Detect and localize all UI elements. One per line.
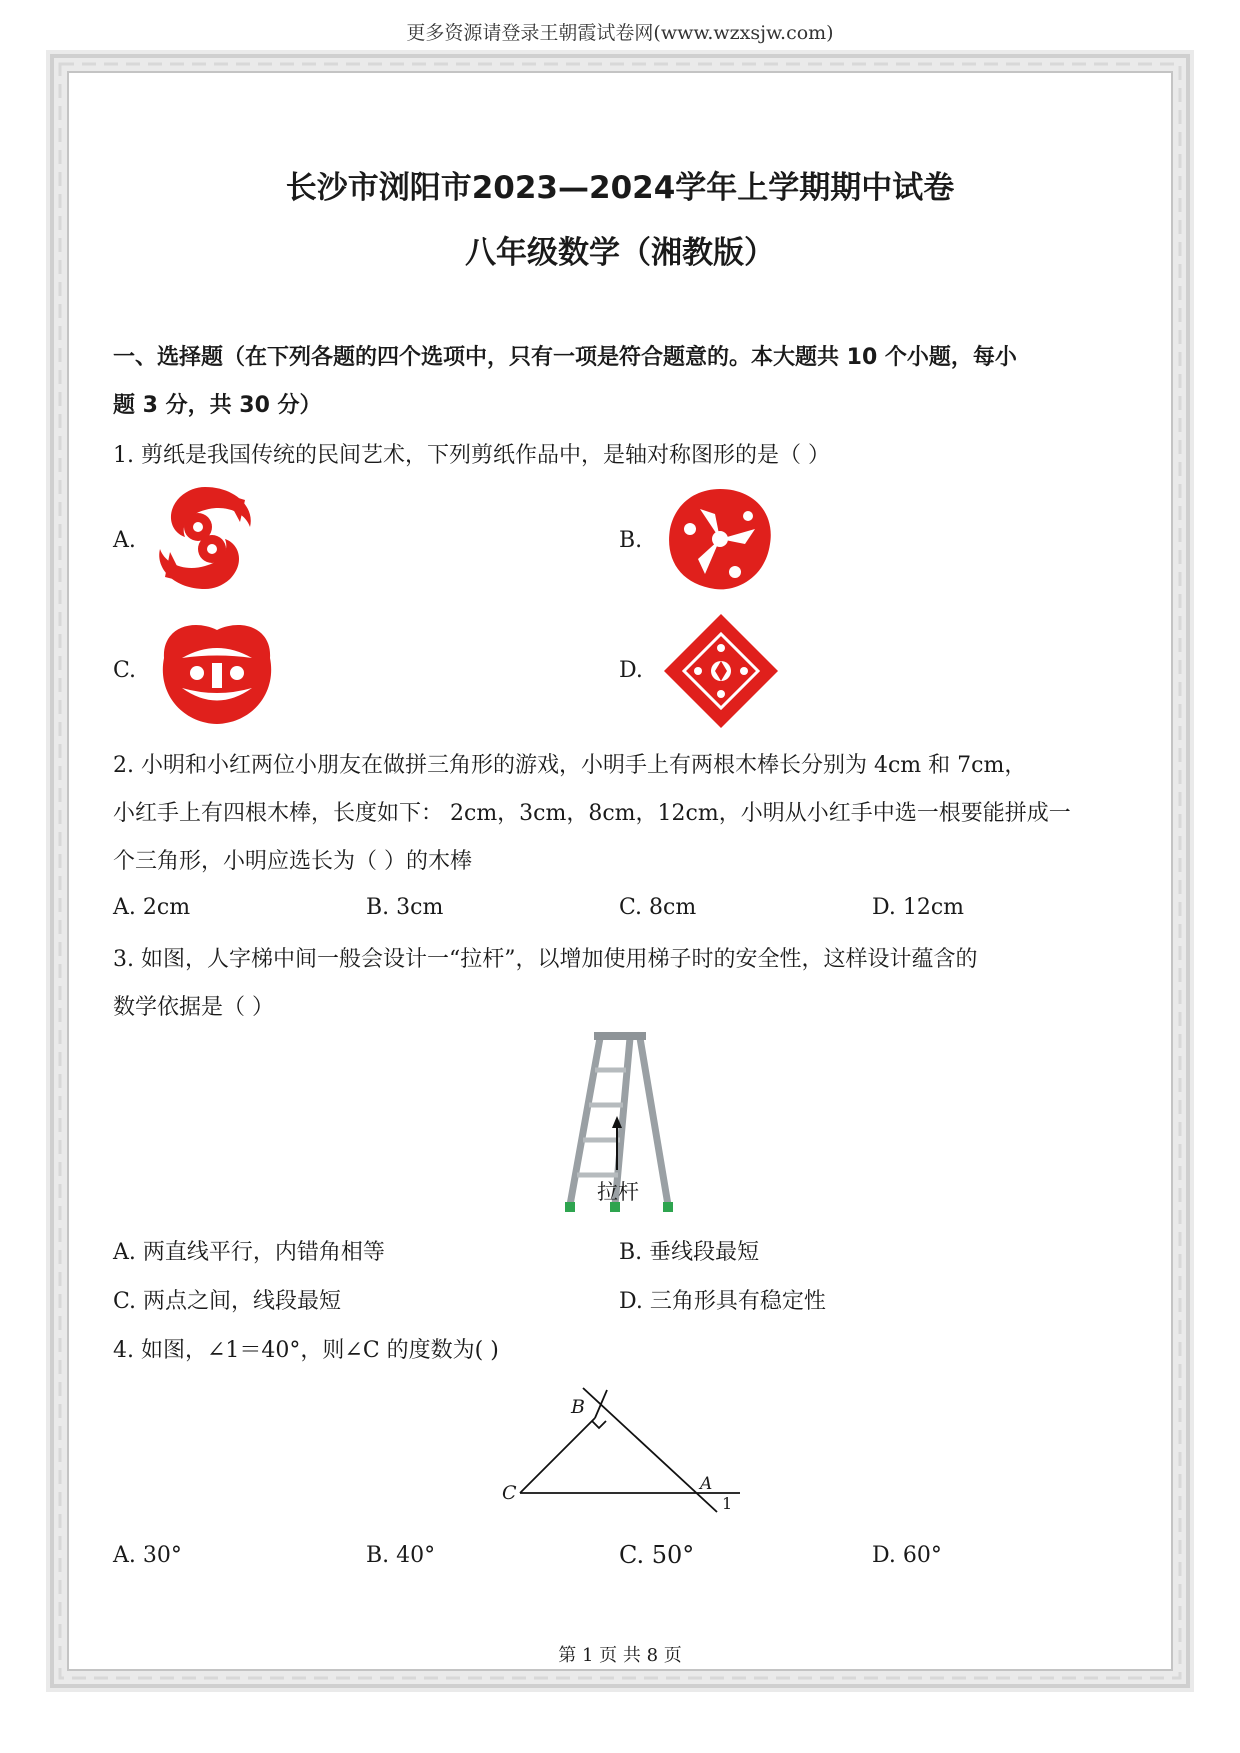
q2-option-a[interactable]: A. 2cm (113, 895, 191, 920)
q3-option-d[interactable]: D. 三角形具有稳定性 (619, 1289, 826, 1314)
angle-1-label: 1 (722, 1494, 733, 1513)
q2-stem-line2: 小红手上有四根木棒，长度如下： 2cm，3cm，8cm，12cm，小明从小红手中选一根要能拼成一 (113, 801, 1071, 826)
vertex-a-label: A (700, 1474, 713, 1494)
q3-option-c[interactable]: C. 两点之间，线段最短 (113, 1289, 342, 1314)
papercut-peach-image (152, 618, 282, 728)
q4-option-c[interactable]: C. 50° (619, 1541, 695, 1569)
q2-stem-line1: 2. 小明和小红两位小朋友在做拼三角形的游戏，小明手上有两根木棒长分别为 4cm 和 7cm， (113, 753, 1027, 778)
papercut-fish-image (150, 482, 260, 594)
q4-option-d[interactable]: D. 60° (872, 1543, 942, 1568)
q2-stem-line3: 个三角形，小明应选长为（ ）的木棒 (113, 849, 472, 874)
q2-option-b[interactable]: B. 3cm (366, 895, 444, 920)
ladder-rod-label: 拉杆 (597, 1180, 639, 1204)
q1-option-d-label[interactable]: D. (619, 658, 643, 683)
q4-option-a[interactable]: A. 30° (113, 1543, 182, 1568)
q3-stem-line2: 数学依据是（ ） (113, 995, 274, 1020)
papercut-rabbits-image (660, 484, 780, 594)
q3-stem-line1: 3. 如图，人字梯中间一般会设计一“拉杆”，以增加使用梯子时的安全性，这样设计蕴含的 (113, 947, 978, 972)
vertex-b-label: B (571, 1396, 585, 1418)
site-header: 更多资源请登录王朝霞试卷网(www.wzxsjw.com) (406, 22, 834, 44)
q1-stem: 1. 剪纸是我国传统的民间艺术，下列剪纸作品中，是轴对称图形的是（ ） (113, 443, 830, 468)
exam-title: 长沙市浏阳市2023—2024学年上学期期中试卷 (285, 170, 955, 206)
q1-option-b-label[interactable]: B. (619, 528, 643, 553)
section-heading: 一、选择题（在下列各题的四个选项中，只有一项是符合题意的。本大题共 10 个小题，每小 (113, 345, 1017, 370)
q4-option-b[interactable]: B. 40° (366, 1543, 436, 1568)
q3-option-a[interactable]: A. 两直线平行，内错角相等 (113, 1240, 385, 1265)
exam-subtitle: 八年级数学（湘教版） (465, 235, 775, 271)
triangle-diagram (495, 1378, 745, 1518)
q2-option-d[interactable]: D. 12cm (872, 895, 965, 920)
page-number: 第 1 页 共 8 页 (558, 1645, 682, 1666)
q2-option-c[interactable]: C. 8cm (619, 895, 697, 920)
q4-stem: 4. 如图，∠1＝40°，则∠C 的度数为( ) (113, 1338, 499, 1363)
section-heading-cont: 题 3 分，共 30 分） (113, 393, 322, 418)
q1-option-c-label[interactable]: C. (113, 658, 137, 683)
vertex-c-label: C (502, 1482, 517, 1504)
q3-option-b[interactable]: B. 垂线段最短 (619, 1240, 760, 1265)
q1-option-a-label[interactable]: A. (113, 528, 136, 553)
papercut-diamond-image (662, 612, 780, 730)
